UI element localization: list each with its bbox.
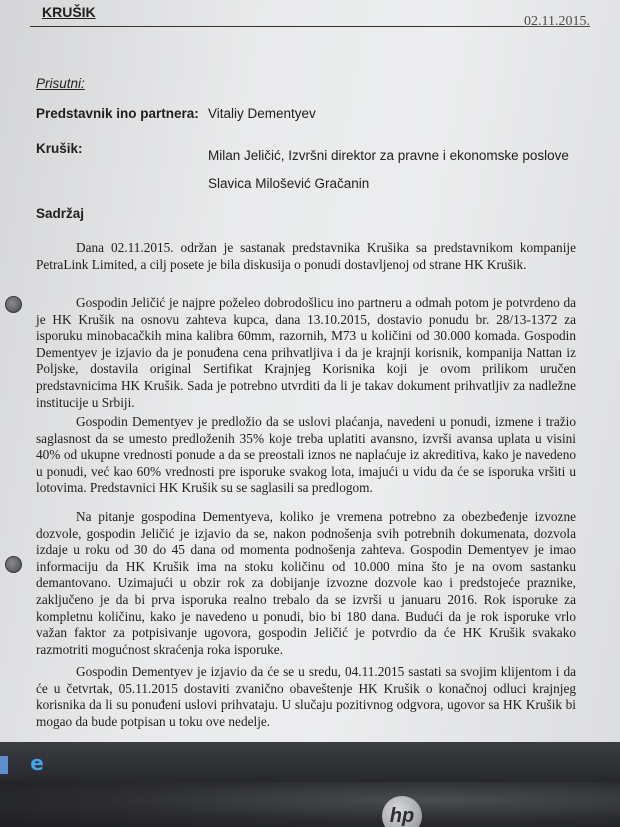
document-header bbox=[30, 4, 590, 27]
krusik-person-2: Slavica Milošević Gračanin bbox=[208, 176, 370, 191]
partner-name: Vitaliy Dementyev bbox=[208, 106, 316, 121]
paragraph-3: Gospodin Dementyev je predložio da se uslovi plaćanja, navedeni u ponudi, izmene i tražio saglasnost da se umesto predloženih 35% koje treba uplatiti avansno, izvrši avansa uplata u visini 40% od ukupne vrednosti ponude a da se preostali iznos ne naplaćuje iz akreditiva, kako je navedeno u ponudi, već kao 60% vrednosti pre isporuke svakog lota, imajući u vidu da će se isporuka vršiti u lotovima. Predstavnici HK Krušik su se saglasili sa predlogom. bbox=[36, 414, 576, 496]
krusik-person-1: Milan Jeličić, Izvršni direktor za pravne i ekonomske poslove bbox=[208, 148, 569, 163]
punch-hole-top bbox=[5, 296, 22, 313]
partner-label: Predstavnik ino partnera: bbox=[36, 106, 199, 121]
monitor-bezel bbox=[0, 782, 620, 827]
paragraph-4: Na pitanje gospodina Dementyeva, koliko je vremena potrebno za obezbeđenje izvozne dozvole, gospodin Jeličić je izjavio da se, nakon podnošenja svih potrebnih dokumenata, dozvola izdaje u roku od 30 do 45 dana od momenta podnošenja zahteva. Gospodin Dementyev je imao informaciju da HK Krušik ima na stoku količinu od 10.000 mina što je na ovom sastanku demantovano. Uzimajući u obzir rok za dobijanje izvozne dozvole kao i predstojeće praznike, zaključeno je da bi prva isporuka realno trebalo da se izvrši u januaru 2016. Rok isporuke za kompletnu količinu, kako je navedeno u ponudi, bio bi 180 dana. Budući da je rok isporuke vrlo važan faktor za potpisivanje ugovora, gospodin Jeličić je potvrdio da će HK Krušik svakako razmotriti mogućnost skraćenja roka isporuke. bbox=[36, 509, 576, 657]
header-date: 02.11.2015. bbox=[524, 14, 590, 29]
start-button-fragment[interactable] bbox=[0, 756, 8, 774]
paragraph-5: Gospodin Dementyev je izjavio da će se u sredu, 04.11.2015 sastati sa svojim klijentom i da će u četvrtak, 05.11.2015 dostaviti zvanično obaveštenje HK Krušik o konačnoj odluci krajnjeg korisnika da li su ponuđeni uslovi prihvataju. U slučaju pozitivnog odgvora, ugovor sa HK Krušik bi mogao da bude potpisan u toku ove nedelje. bbox=[36, 664, 576, 729]
punch-hole-bottom bbox=[5, 556, 22, 573]
header-org-name: KRUŠIK bbox=[42, 4, 96, 20]
content-heading: Sadržaj bbox=[36, 206, 85, 221]
paragraph-2: Gospodin Jeličić je najpre poželeo dobrodošlicu ino partneru a odmah potom je potvrdeno da je HK Krušik na osnovu zahteva kupca, dana 13.10.2015, dostavio ponudu br. 28/13-1372 za isporuku minobacačkih mina kalibra 60mm, razornih, M73 u količini od 30.000 komada. Gospodin Dementyev je izjavio da je ponuđena cena prihvatljiva i da je krajnji korisnik, kompanija Nattan iz Poljske, dostavila original Sertifikat Krajnjeg Korisnika koji je ovom prilikom uručen predstavnicima HK Krušik. Sada je potrebno utvrditi da li je takav dokument prihvatljiv za nadležne institucije u Srbiji. bbox=[36, 295, 576, 410]
internet-explorer-icon[interactable]: e bbox=[30, 751, 44, 775]
taskbar bbox=[0, 742, 620, 782]
hp-logo: hp bbox=[382, 796, 422, 827]
attendees-heading: Prisutni: bbox=[36, 76, 85, 91]
paragraph-1: Dana 02.11.2015. održan je sastanak predstavnika Krušika sa predstavnikom kompanije PetraLink Limited, a cilj posete je bila diskusija o ponudi dostavljenoj od strane HK Krušik. bbox=[36, 240, 576, 272]
krusik-label: Krušik: bbox=[36, 141, 83, 156]
